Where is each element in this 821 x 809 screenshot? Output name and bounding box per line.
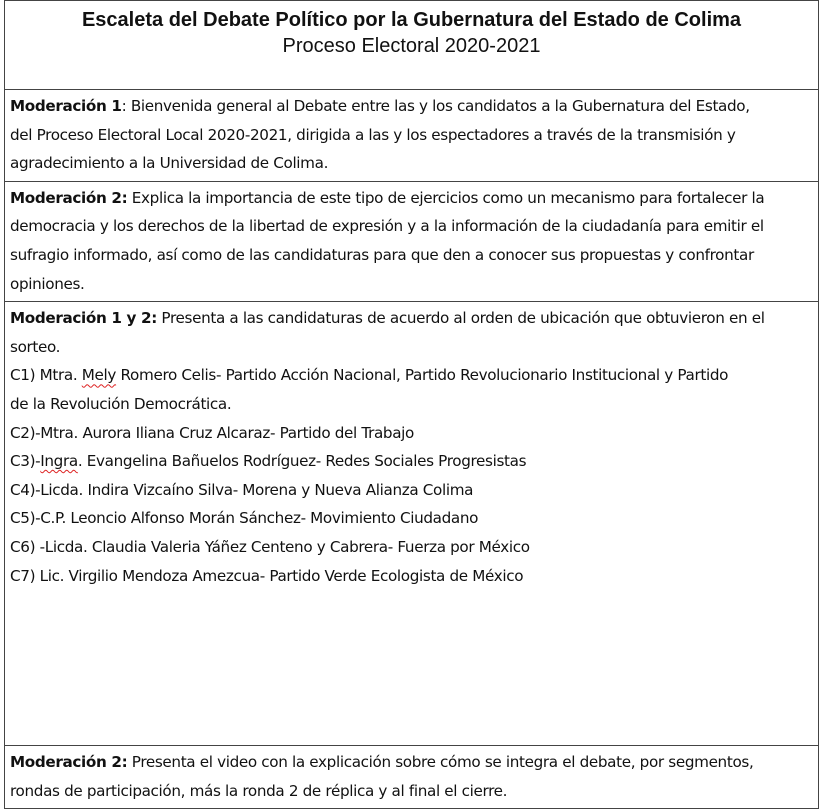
moderation-label: Moderación 1 y 2: — [10, 309, 157, 328]
spellcheck-flagged-word: Mely — [81, 366, 117, 385]
moderation-label: Moderación 2: — [10, 753, 128, 772]
row-text: Presenta el video con la explicación sobre cómo se integra el debate, por segmentos, — [127, 753, 754, 772]
row-text: Explica la importancia de este tipo de ejercicios como un mecanismo para fortalecer la — [127, 188, 765, 207]
candidate-line: C1) Mtra. Mely Romero Celis- Partido Acción Nacional, Partido Revolucionario Institucional y Partido — [10, 366, 729, 385]
row-line — [10, 304, 813, 333]
moderation-row-candidates — [5, 302, 818, 746]
document-title: Escaleta del Debate Político por la Gubernatura del Estado de Colima — [81, 9, 742, 31]
moderation-row-1 — [5, 90, 818, 182]
moderation-row-2 — [5, 182, 818, 302]
document-subtitle: Proceso Electoral 2020-2021 — [282, 35, 541, 57]
row-line: opiniones. — [10, 274, 85, 293]
row-line — [10, 92, 813, 121]
candidate-line: C6) -Licda. Claudia Valeria Yáñez Centeno y Cabrera- Fuerza por México — [10, 537, 530, 556]
candidate-line: de la Revolución Democrática. — [10, 394, 232, 413]
candidate-line: C5)-C.P. Leoncio Alfonso Morán Sánchez- Movimiento Ciudadano — [10, 509, 479, 528]
candidate-line: C7) Lic. Virgilio Mendoza Amezcua- Partido Verde Ecologista de México — [10, 566, 524, 585]
moderation-label: Moderación 1 — [10, 97, 122, 115]
row-text: Presenta a las candidaturas de acuerdo al orden de ubicación que obtuvieron en el — [156, 309, 765, 328]
script-table — [4, 89, 819, 809]
candidate-line: C4)-Licda. Indira Vizcaíno Silva- Morena y Nueva Alianza Colima — [10, 480, 474, 499]
row-line: sorteo. — [10, 337, 61, 356]
row-line: del Proceso Electoral Local 2020-2021, dirigida a las y los espectadores a través de la transmisión y — [10, 125, 736, 144]
moderation-label: Moderación 2: — [10, 188, 128, 207]
row-line — [10, 748, 813, 777]
document-header — [4, 0, 819, 89]
row-line: sufragio informado, así como de las candidaturas para que den a conocer sus propuestas y confrontar — [10, 245, 754, 264]
row-line — [10, 184, 813, 213]
row-line: rondas de participación, más la ronda 2 de réplica y al final el cierre. — [10, 781, 508, 800]
row-line: democracia y los derechos de la libertad de expresión y a la información de la ciudadanía para emitir el — [10, 217, 764, 236]
row-text: : Bienvenida general al Debate entre las y los candidatos a la Gubernatura del Estado, — [121, 97, 750, 115]
candidate-line: C3)-Ingra. Evangelina Bañuelos Rodríguez- Redes Sociales Progresistas — [10, 452, 527, 471]
candidate-line: C2)-Mtra. Aurora Iliana Cruz Alcaraz- Partido del Trabajo — [10, 423, 414, 442]
row-line: agradecimiento a la Universidad de Colima. — [10, 154, 329, 173]
spellcheck-flagged-word: Ingra — [40, 452, 78, 471]
moderation-row-4 — [5, 746, 818, 809]
